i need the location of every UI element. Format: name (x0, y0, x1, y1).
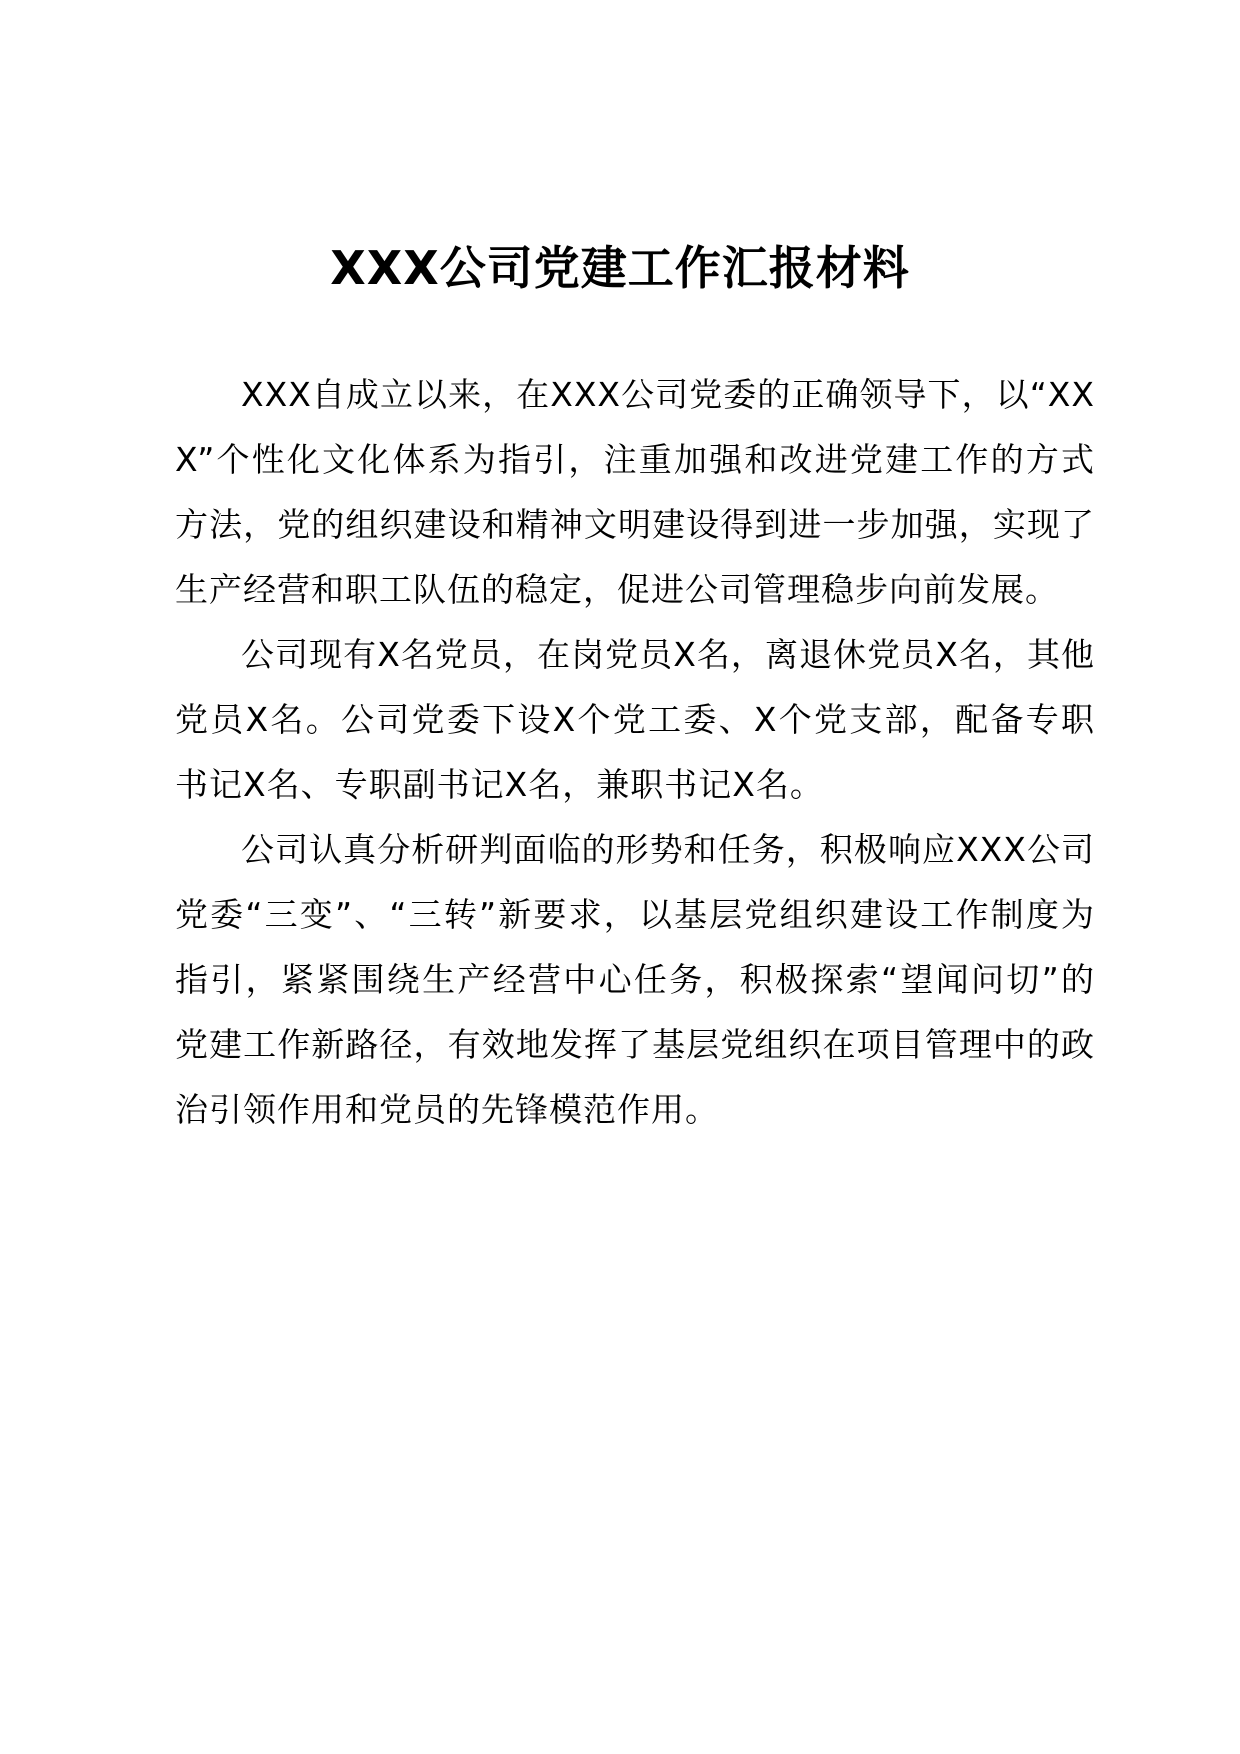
document-title: XXX公司党建工作汇报材料 (330, 241, 910, 295)
paragraph-work-approach: 公司认真分析研判面临的形势和任务，积极响应XXX公司党委“三变”、“三转”新要求，以基层党组织建设工作制度为指引，紧紧围绕生产经营中心任务，积极探索“望闻问切”的党建工作新路径，有效地发挥了基层党组织在项目管理中的政治引领作用和党员的先锋模范作用。 (175, 830, 1095, 1129)
paragraph-intro: XXX自成立以来，在XXX公司党委的正确领导下，以“XXX”个性化文化体系为指引，注重加强和改进党建工作的方式方法，党的组织建设和精神文明建设得到进一步加强，实现了生产经营和职工队伍的稳定，促进公司管理稳步向前发展。 (175, 375, 1095, 609)
paragraph-membership: 公司现有X名党员，在岗党员X名，离退休党员X名，其他党员X名。公司党委下设X个党工委、X个党支部，配备专职书记X名、专职副书记X名，兼职书记X名。 (175, 635, 1095, 804)
document-body (175, 362, 1095, 1142)
